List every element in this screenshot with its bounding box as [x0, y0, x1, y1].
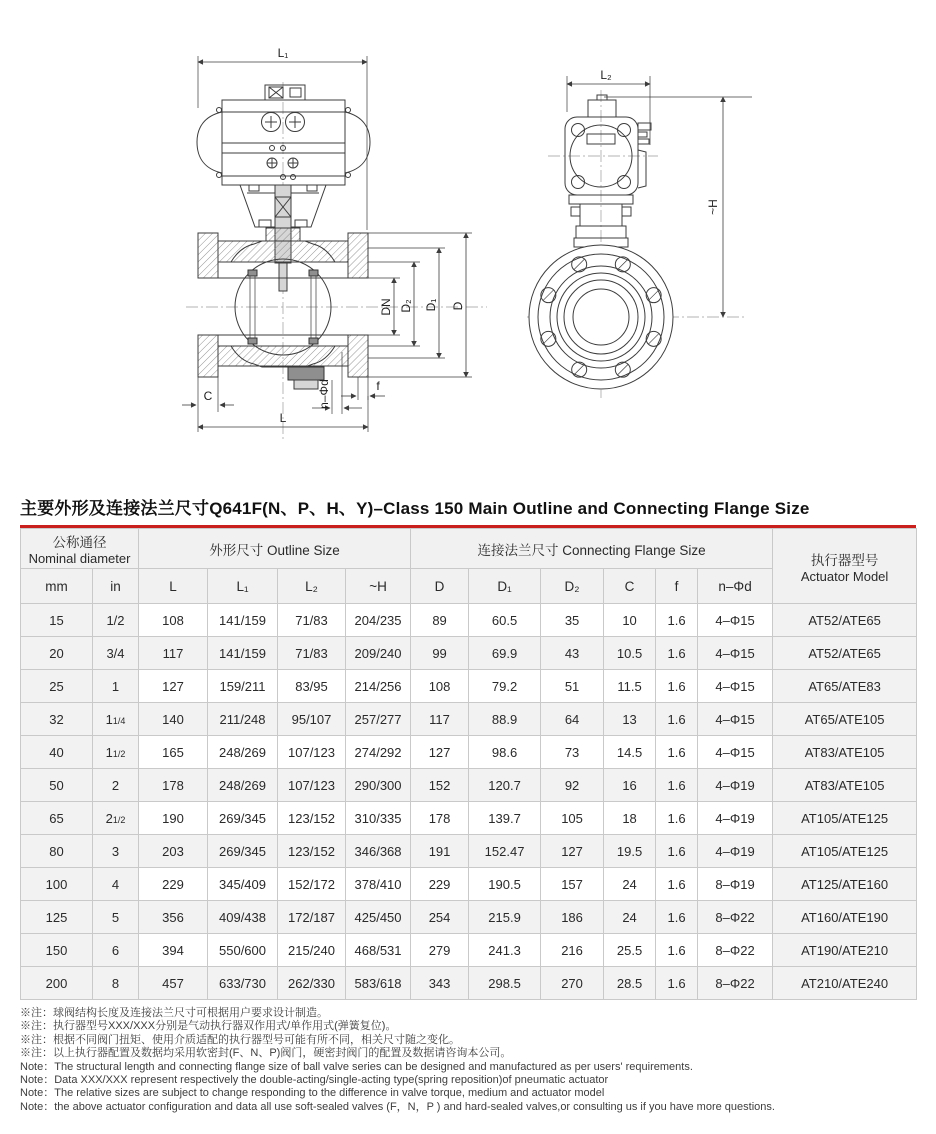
valve-stem [259, 185, 307, 291]
table-cell: 248/269 [208, 769, 278, 802]
table-cell: 269/345 [208, 802, 278, 835]
table-cell: 107/123 [278, 736, 346, 769]
column-header: n–Φd [698, 569, 773, 604]
table-cell: 15 [21, 604, 93, 637]
dim-label-bolt: n–Φd [317, 379, 331, 409]
table-cell: 3 [93, 835, 139, 868]
table-cell: 4–Φ19 [698, 835, 773, 868]
table-cell: 120.7 [469, 769, 541, 802]
table-cell: 262/330 [278, 967, 346, 1000]
table-cell: 633/730 [208, 967, 278, 1000]
table-cell: 425/450 [346, 901, 411, 934]
note-line-zh: ※注：球阀结构长度及连接法兰尺寸可根据用户要求设计制造。 [20, 1007, 328, 1019]
table-cell: AT83/ATE105 [773, 736, 917, 769]
table-cell: 140 [139, 703, 208, 736]
table-cell: 165 [139, 736, 208, 769]
table-cell: AT65/ATE83 [773, 670, 917, 703]
table-cell: 127 [139, 670, 208, 703]
table-row [21, 736, 917, 769]
table-cell: AT160/ATE190 [773, 901, 917, 934]
dim-h [706, 97, 723, 317]
table-cell: 16 [604, 769, 656, 802]
table-cell: 1.6 [656, 802, 698, 835]
table-cell: 310/335 [346, 802, 411, 835]
table-cell: 69.9 [469, 637, 541, 670]
table-cell: 25.5 [604, 934, 656, 967]
technical-drawing [0, 0, 936, 492]
table-row [21, 703, 917, 736]
table-cell: 1.6 [656, 604, 698, 637]
table-cell: 409/438 [208, 901, 278, 934]
table-cell: 60.5 [469, 604, 541, 637]
table-cell: 172/187 [278, 901, 346, 934]
table-cell: AT190/ATE210 [773, 934, 917, 967]
table-cell: 4–Φ15 [698, 604, 773, 637]
table-cell: 204/235 [346, 604, 411, 637]
table-row [21, 637, 917, 670]
table-cell: 1.6 [656, 868, 698, 901]
table-row [21, 934, 917, 967]
table-cell: 209/240 [346, 637, 411, 670]
table-cell: 10.5 [604, 637, 656, 670]
table-cell: 394 [139, 934, 208, 967]
table-cell: 550/600 [208, 934, 278, 967]
table-cell: 178 [139, 769, 208, 802]
side-view [527, 68, 752, 398]
table-cell: 117 [411, 703, 469, 736]
table-cell: 186 [541, 901, 604, 934]
column-group-header: 公称通径 Nominal diameter [21, 529, 139, 569]
table-cell: 178 [411, 802, 469, 835]
table-cell: 270 [541, 967, 604, 1000]
table-cell: 215.9 [469, 901, 541, 934]
dim-label-l1: L₁ [277, 46, 289, 60]
table-cell: 4–Φ19 [698, 802, 773, 835]
table-cell: 80 [21, 835, 93, 868]
table-cell: 214/256 [346, 670, 411, 703]
table-cell: 19.5 [604, 835, 656, 868]
table-cell: AT105/ATE125 [773, 835, 917, 868]
table-cell: 92 [541, 769, 604, 802]
table-cell: 1.6 [656, 670, 698, 703]
notes-en [20, 1061, 916, 1115]
table-cell: AT52/ATE65 [773, 637, 917, 670]
table-cell: 203 [139, 835, 208, 868]
table-cell: 8–Φ22 [698, 967, 773, 1000]
table-cell: 468/531 [346, 934, 411, 967]
notes [20, 1007, 916, 1114]
table-cell: 14.5 [604, 736, 656, 769]
table-cell: 10 [604, 604, 656, 637]
table-cell: 356 [139, 901, 208, 934]
table-cell: 1.6 [656, 637, 698, 670]
dim-label-d: D [451, 301, 465, 311]
table-cell: 8–Φ22 [698, 934, 773, 967]
table-row [21, 901, 917, 934]
column-header: in [93, 569, 139, 604]
table-cell: 274/292 [346, 736, 411, 769]
table-cell: 127 [411, 736, 469, 769]
table-cell: 21/2 [93, 802, 139, 835]
dim-dn [368, 278, 400, 335]
table-cell: 88.9 [469, 703, 541, 736]
table-row [21, 802, 917, 835]
table-cell: 1 [93, 670, 139, 703]
table-cell: 83/95 [278, 670, 346, 703]
table-cell: 51 [541, 670, 604, 703]
front-view [182, 46, 487, 442]
table-cell: 108 [139, 604, 208, 637]
red-rule [20, 525, 916, 1000]
table-cell: 345/409 [208, 868, 278, 901]
table-row [21, 835, 917, 868]
table-cell: 98.6 [469, 736, 541, 769]
table-row [21, 670, 917, 703]
table-cell: 100 [21, 868, 93, 901]
table-cell: 200 [21, 967, 93, 1000]
table-cell: 583/618 [346, 967, 411, 1000]
table-cell: 127 [541, 835, 604, 868]
table-cell: 4 [93, 868, 139, 901]
table-cell: 43 [541, 637, 604, 670]
column-header: mm [21, 569, 93, 604]
column-header: D₂ [541, 569, 604, 604]
note-line-en: Note：The relative sizes are subject to change responding to the difference in valve torque, medium and actuator model [20, 1087, 605, 1100]
dim-label-h: ~H [706, 199, 720, 215]
column-header: D₁ [469, 569, 541, 604]
table-cell: 1.6 [656, 736, 698, 769]
pneumatic-actuator [197, 100, 370, 185]
table-cell: 99 [411, 637, 469, 670]
table-cell: 35 [541, 604, 604, 637]
table-cell: 8 [93, 967, 139, 1000]
table-cell: 378/410 [346, 868, 411, 901]
table-cell: 290/300 [346, 769, 411, 802]
column-header: L₁ [208, 569, 278, 604]
table-row [21, 769, 917, 802]
column-header: f [656, 569, 698, 604]
notes-zh [20, 1007, 916, 1061]
note-line-en: Note：the above actuator configuration and data all use soft-sealed valves (F，N，P ) and hard-sealed valves,or consulting us if you have more questions. [20, 1100, 775, 1113]
table-cell: 215/240 [278, 934, 346, 967]
column-header: D [411, 569, 469, 604]
table-row [21, 868, 917, 901]
actuator-end-view [565, 95, 651, 195]
table-cell: 141/159 [208, 604, 278, 637]
table-cell: AT83/ATE105 [773, 769, 917, 802]
note-line-zh: ※注：执行器型号XXX/XXX分别是气动执行器双作用式/单作用式(弹簧复位)。 [20, 1020, 397, 1033]
table-cell: 141/159 [208, 637, 278, 670]
table-row [21, 604, 917, 637]
table-cell: 139.7 [469, 802, 541, 835]
table-cell: 108 [411, 670, 469, 703]
flange-face [529, 245, 673, 389]
table-cell: 241.3 [469, 934, 541, 967]
table-cell: 123/152 [278, 835, 346, 868]
table-cell: 1.6 [656, 901, 698, 934]
drain-plug [288, 367, 324, 380]
table-cell: 11.5 [604, 670, 656, 703]
table-cell: 216 [541, 934, 604, 967]
table-cell: AT105/ATE125 [773, 802, 917, 835]
table-cell: 346/368 [346, 835, 411, 868]
table-cell: 4–Φ15 [698, 670, 773, 703]
table-cell: AT125/ATE160 [773, 868, 917, 901]
table-cell: 157 [541, 868, 604, 901]
table-cell: 152/172 [278, 868, 346, 901]
dim-label-d1: D₁ [424, 298, 438, 312]
table-cell: 229 [411, 868, 469, 901]
table-cell: 152 [411, 769, 469, 802]
table-cell: 1.6 [656, 967, 698, 1000]
table-cell: 152.47 [469, 835, 541, 868]
table-cell: 24 [604, 868, 656, 901]
table-cell: 1.6 [656, 934, 698, 967]
table-cell: 457 [139, 967, 208, 1000]
table-cell: 191 [411, 835, 469, 868]
table-cell: 125 [21, 901, 93, 934]
table-cell: 73 [541, 736, 604, 769]
note-line-en: Note：The structural length and connecting flange size of ball valve series can be designed and manufactured as per users' requirements. [20, 1060, 693, 1073]
table-cell: 298.5 [469, 967, 541, 1000]
table-cell: 123/152 [278, 802, 346, 835]
dim-label-l: L [279, 411, 287, 425]
table-cell: 24 [604, 901, 656, 934]
table-cell: 211/248 [208, 703, 278, 736]
spec-table [20, 528, 917, 1000]
table-cell: 1.6 [656, 703, 698, 736]
table-cell: 4–Φ19 [698, 769, 773, 802]
table-cell: 40 [21, 736, 93, 769]
table-cell: 79.2 [469, 670, 541, 703]
table-cell: 279 [411, 934, 469, 967]
dim-l [198, 396, 368, 432]
table-cell: 190.5 [469, 868, 541, 901]
table-cell: 343 [411, 967, 469, 1000]
table-cell: AT52/ATE65 [773, 604, 917, 637]
dim-label-c: C [203, 389, 213, 403]
table-cell: 71/83 [278, 604, 346, 637]
page-title: 主要外形及连接法兰尺寸Q641F(N、P、H、Y)–Class 150 Main Outline and Connecting Flange Size [20, 499, 810, 518]
table-cell: 269/345 [208, 835, 278, 868]
table-cell: 150 [21, 934, 93, 967]
table-cell: 248/269 [208, 736, 278, 769]
table-cell: 64 [541, 703, 604, 736]
table-cell: 5 [93, 901, 139, 934]
table-cell: 229 [139, 868, 208, 901]
table-cell: 95/107 [278, 703, 346, 736]
table-cell: 71/83 [278, 637, 346, 670]
table-cell: 3/4 [93, 637, 139, 670]
table-row [21, 967, 917, 1000]
table-cell: 190 [139, 802, 208, 835]
table-cell: 13 [604, 703, 656, 736]
table-cell: 8–Φ22 [698, 901, 773, 934]
table-cell: 65 [21, 802, 93, 835]
dim-label-l2: L₂ [600, 68, 612, 82]
note-line-en: Note：Data XXX/XXX represent respectively the double-acting/single-acting type(spring reposition)of pneumatic actuator [20, 1074, 609, 1087]
column-header: ~H [346, 569, 411, 604]
column-header: C [604, 569, 656, 604]
dim-f [341, 377, 385, 400]
column-group-header: 外形尺寸 Outline Size [139, 529, 411, 569]
table-cell: 18 [604, 802, 656, 835]
table-cell: 105 [541, 802, 604, 835]
table-cell: 107/123 [278, 769, 346, 802]
dim-label-dn: DN [379, 298, 393, 316]
table-cell: 1.6 [656, 769, 698, 802]
table-cell: 254 [411, 901, 469, 934]
column-header: L [139, 569, 208, 604]
solenoid-valve [265, 85, 305, 100]
dim-label-f: f [376, 379, 380, 393]
table-cell: 257/277 [346, 703, 411, 736]
column-group-header: 执行器型号 Actuator Model [773, 529, 917, 604]
table-cell: 11/4 [93, 703, 139, 736]
note-line-zh: ※注：根据不同阀门扭矩、使用介质适配的执行器型号可能有所不同，相关尺寸随之变化。 [20, 1033, 460, 1046]
table-cell: 1.6 [656, 835, 698, 868]
table-cell: 117 [139, 637, 208, 670]
table-cell: 1/2 [93, 604, 139, 637]
table-cell: 8–Φ19 [698, 868, 773, 901]
column-group-header: 连接法兰尺寸 Connecting Flange Size [411, 529, 773, 569]
table-cell: AT65/ATE105 [773, 703, 917, 736]
table-cell: 25 [21, 670, 93, 703]
table-cell: 159/211 [208, 670, 278, 703]
table-cell: 50 [21, 769, 93, 802]
table-cell: 11/2 [93, 736, 139, 769]
note-line-zh: ※注：以上执行器配置及数据均采用软密封(F、N、P)阀门，硬密封阀门的配置及数据请咨询本公司。 [20, 1047, 512, 1060]
dim-c [182, 377, 234, 412]
table-cell: 89 [411, 604, 469, 637]
table-cell: 4–Φ15 [698, 703, 773, 736]
dim-label-d2: D₂ [399, 299, 413, 313]
table-cell: 28.5 [604, 967, 656, 1000]
table-cell: 2 [93, 769, 139, 802]
table-cell: 6 [93, 934, 139, 967]
table-cell: AT210/ATE240 [773, 967, 917, 1000]
table-cell: 32 [21, 703, 93, 736]
column-header: L₂ [278, 569, 346, 604]
table-cell: 4–Φ15 [698, 637, 773, 670]
table-cell: 4–Φ15 [698, 736, 773, 769]
table-cell: 20 [21, 637, 93, 670]
